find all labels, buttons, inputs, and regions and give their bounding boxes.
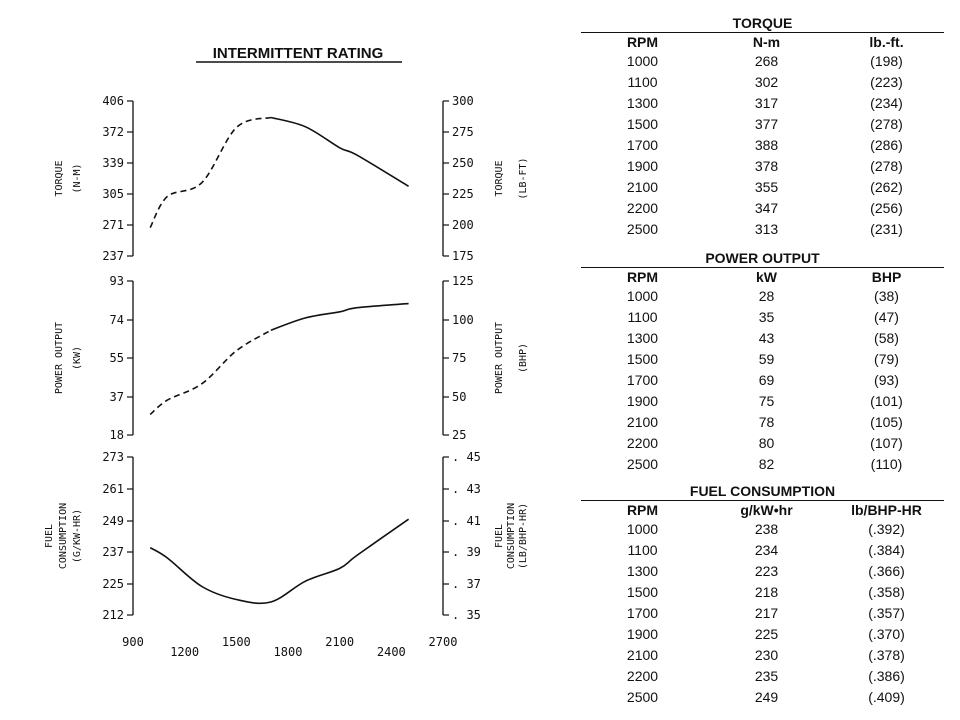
table-cell: (.392): [868, 521, 905, 537]
table-cell: 82: [758, 456, 775, 472]
table-cell: 1500: [626, 351, 659, 367]
table-cell: 249: [754, 689, 779, 705]
table-cell: (107): [870, 435, 903, 451]
table-cell: 1000: [626, 521, 659, 537]
table-cell: (38): [874, 288, 899, 304]
table-row: [581, 349, 944, 370]
table-cell: (.409): [868, 689, 905, 705]
table-cell: 347: [754, 200, 779, 216]
left-tick-label: 249: [102, 514, 124, 528]
table-cell: 235: [754, 668, 779, 684]
table-row: [581, 540, 944, 561]
series-line-solid-power: [271, 304, 409, 331]
table-row: [581, 603, 944, 624]
table-header-cell: RPM: [626, 502, 659, 518]
left-tick-label: 74: [109, 313, 124, 327]
chart-title: INTERMITTENT RATING: [212, 45, 384, 62]
right-axis-label: POWER OUTPUT: [494, 321, 505, 395]
table-row: [581, 198, 944, 219]
left-axis-label: (G/KW-HR): [72, 508, 83, 564]
table-row: [581, 519, 944, 540]
table-section-title: FUEL CONSUMPTION: [689, 483, 836, 499]
table-row: [581, 454, 944, 475]
right-tick-label: 75: [452, 351, 467, 365]
right-tick-label: 50: [452, 390, 467, 404]
table-cell: (79): [874, 351, 899, 367]
table-header-row: [581, 500, 944, 519]
table-cell: 223: [754, 563, 779, 579]
table-cell: 234: [754, 542, 779, 558]
table-cell: 1300: [626, 95, 659, 111]
table-header-row: [581, 32, 944, 51]
table-cell: 43: [758, 330, 775, 346]
x-tick-label: 900: [122, 635, 144, 649]
table-row: [581, 286, 944, 307]
table-cell: 1700: [626, 605, 659, 621]
table-row: [581, 561, 944, 582]
right-tick-label: . 39: [452, 545, 481, 559]
table-cell: 218: [754, 584, 779, 600]
right-tick-label: . 37: [452, 577, 481, 591]
right-tick-label: 250: [452, 156, 474, 170]
x-tick-label: 2100: [325, 635, 355, 649]
table-cell: 1700: [626, 137, 659, 153]
table-cell: 1000: [626, 288, 659, 304]
x-tick-label: 1800: [273, 645, 303, 659]
table-cell: 28: [758, 288, 775, 304]
table-row: [581, 177, 944, 198]
right-tick-label: 100: [452, 313, 474, 327]
table-row: [581, 219, 944, 240]
table-row: [581, 72, 944, 93]
table-cell: 1000: [626, 53, 659, 69]
left-tick-label: 225: [102, 577, 124, 591]
table-cell: 302: [754, 74, 779, 90]
table-section-fuel-consumption: [581, 482, 944, 708]
table-cell: (256): [870, 200, 903, 216]
table-header-cell: RPM: [626, 34, 659, 50]
left-tick-label: 271: [102, 218, 124, 232]
table-cell: 2200: [626, 668, 659, 684]
table-header-cell: kW: [756, 269, 777, 285]
table-cell: 1300: [626, 563, 659, 579]
table-cell: 238: [754, 521, 779, 537]
table-row: [581, 156, 944, 177]
right-axis-label: (LB/BHP-HR): [518, 502, 529, 570]
table-header-cell: lb/BHP-HR: [851, 502, 922, 518]
table-row: [581, 328, 944, 349]
x-tick-label: 2400: [376, 645, 406, 659]
series-line-fuel: [150, 519, 408, 603]
table-header-cell: N-m: [752, 34, 781, 50]
left-tick-label: 237: [102, 249, 124, 263]
series-line-dashed-torque: [150, 118, 271, 228]
right-tick-label: 125: [452, 274, 474, 288]
left-tick-label: 55: [109, 351, 124, 365]
table-cell: 313: [754, 221, 779, 237]
table-cell: (101): [870, 393, 903, 409]
table-cell: (105): [870, 414, 903, 430]
table-cell: 2100: [626, 647, 659, 663]
table-row: [581, 114, 944, 135]
table-cell: (93): [874, 372, 899, 388]
table-cell: 2200: [626, 435, 659, 451]
x-tick-label: 1200: [170, 645, 200, 659]
table-row: [581, 433, 944, 454]
table-section-title: TORQUE: [732, 15, 793, 31]
table-cell: (198): [870, 53, 903, 69]
table-cell: 1900: [626, 626, 659, 642]
series-line-solid-torque: [271, 118, 409, 187]
table-header-cell: BHP: [871, 269, 902, 285]
table-cell: 1700: [626, 372, 659, 388]
table-cell: 1100: [627, 74, 658, 90]
table-header-cell: RPM: [626, 269, 659, 285]
table-cell: 1300: [626, 330, 659, 346]
table-cell: 2500: [626, 456, 659, 472]
table-cell: (.378): [868, 647, 905, 663]
table-cell: 230: [754, 647, 779, 663]
table-cell: 378: [754, 158, 779, 174]
table-row: [581, 666, 944, 687]
left-tick-label: 273: [102, 450, 124, 464]
table-cell: 388: [754, 137, 779, 153]
left-tick-label: 37: [109, 390, 124, 404]
table-cell: (.386): [868, 668, 905, 684]
left-axis-label: POWER OUTPUT: [54, 321, 65, 395]
right-tick-label: . 35: [452, 608, 481, 622]
right-axis-label: CONSUMPTION: [506, 502, 517, 570]
table-row: [581, 93, 944, 114]
right-tick-label: . 45: [452, 450, 481, 464]
table-cell: (.357): [868, 605, 905, 621]
table-cell: 2500: [626, 221, 659, 237]
x-tick-label: 1500: [221, 635, 251, 649]
table-cell: 1500: [626, 116, 659, 132]
table-cell: 59: [758, 351, 775, 367]
table-cell: (234): [870, 95, 903, 111]
table-cell: 2200: [626, 200, 659, 216]
left-axis-label: TORQUE: [54, 160, 65, 197]
table-header-row: [581, 267, 944, 286]
table-row: [581, 582, 944, 603]
table-cell: 377: [754, 116, 779, 132]
table-cell: 317: [754, 95, 779, 111]
table-cell: 69: [758, 372, 775, 388]
right-tick-label: 225: [452, 187, 474, 201]
right-axis-label: TORQUE: [494, 160, 505, 197]
table-cell: (.358): [868, 584, 905, 600]
table-row: [581, 624, 944, 645]
table-cell: 268: [754, 53, 779, 69]
table-row: [581, 51, 944, 72]
table-cell: 2500: [626, 689, 659, 705]
table-cell: (.384): [868, 542, 905, 558]
left-tick-label: 372: [102, 125, 124, 139]
table-cell: 75: [758, 393, 775, 409]
table-cell: 1500: [626, 584, 659, 600]
table-cell: (231): [870, 221, 903, 237]
table-row: [581, 645, 944, 666]
table-cell: 80: [758, 435, 775, 451]
right-tick-label: 200: [452, 218, 474, 232]
right-tick-label: 275: [452, 125, 474, 139]
table-row: [581, 687, 944, 708]
table-cell: 1100: [627, 542, 658, 558]
table-cell: 355: [754, 179, 779, 195]
right-tick-label: . 43: [452, 482, 481, 496]
table-header-cell: g/kW•hr: [740, 502, 793, 518]
table-cell: (286): [870, 137, 903, 153]
table-header-cell: lb.-ft.: [869, 34, 904, 50]
table-cell: 225: [754, 626, 779, 642]
left-axis-label: (KW): [72, 345, 83, 371]
left-tick-label: 406: [102, 94, 124, 108]
table-cell: (110): [870, 456, 903, 472]
right-axis-label: FUEL: [494, 523, 505, 549]
table-cell: (.366): [868, 563, 905, 579]
table-section-torque: [581, 14, 944, 240]
table-cell: (262): [870, 179, 903, 195]
left-tick-label: 339: [102, 156, 124, 170]
table-cell: 1100: [627, 309, 658, 325]
table-cell: 1900: [626, 158, 659, 174]
table-cell: (58): [874, 330, 899, 346]
table-row: [581, 412, 944, 433]
table-cell: 2100: [626, 179, 659, 195]
table-row: [581, 135, 944, 156]
left-axis-label: FUEL: [44, 523, 55, 549]
left-tick-label: 305: [102, 187, 124, 201]
left-tick-label: 212: [102, 608, 124, 622]
series-line-dashed-power: [150, 330, 271, 414]
table-cell: (223): [870, 74, 903, 90]
left-axis-label: (N-M): [72, 163, 83, 194]
table-section-title: POWER OUTPUT: [705, 250, 820, 266]
right-tick-label: 25: [452, 428, 467, 442]
right-tick-label: 175: [452, 249, 474, 263]
table-cell: (278): [870, 116, 903, 132]
table-cell: 35: [758, 309, 775, 325]
table-section-power-output: [581, 249, 944, 475]
right-axis-label: (LB-FT): [518, 157, 529, 200]
table-row: [581, 391, 944, 412]
table-cell: 1900: [626, 393, 659, 409]
table-cell: (278): [870, 158, 903, 174]
table-cell: 2100: [626, 414, 659, 430]
x-tick-label: 2700: [428, 635, 458, 649]
left-tick-label: 237: [102, 545, 124, 559]
table-cell: 78: [758, 414, 775, 430]
right-tick-label: . 41: [452, 514, 481, 528]
left-axis-label: CONSUMPTION: [58, 502, 69, 570]
left-tick-label: 261: [102, 482, 124, 496]
table-row: [581, 370, 944, 391]
table-cell: (47): [874, 309, 899, 325]
left-tick-label: 18: [109, 428, 124, 442]
left-tick-label: 93: [109, 274, 124, 288]
right-axis-label: (BHP): [518, 342, 529, 374]
table-row: [581, 307, 944, 328]
table-cell: 217: [754, 605, 779, 621]
right-tick-label: 300: [452, 94, 474, 108]
table-cell: (.370): [868, 626, 905, 642]
